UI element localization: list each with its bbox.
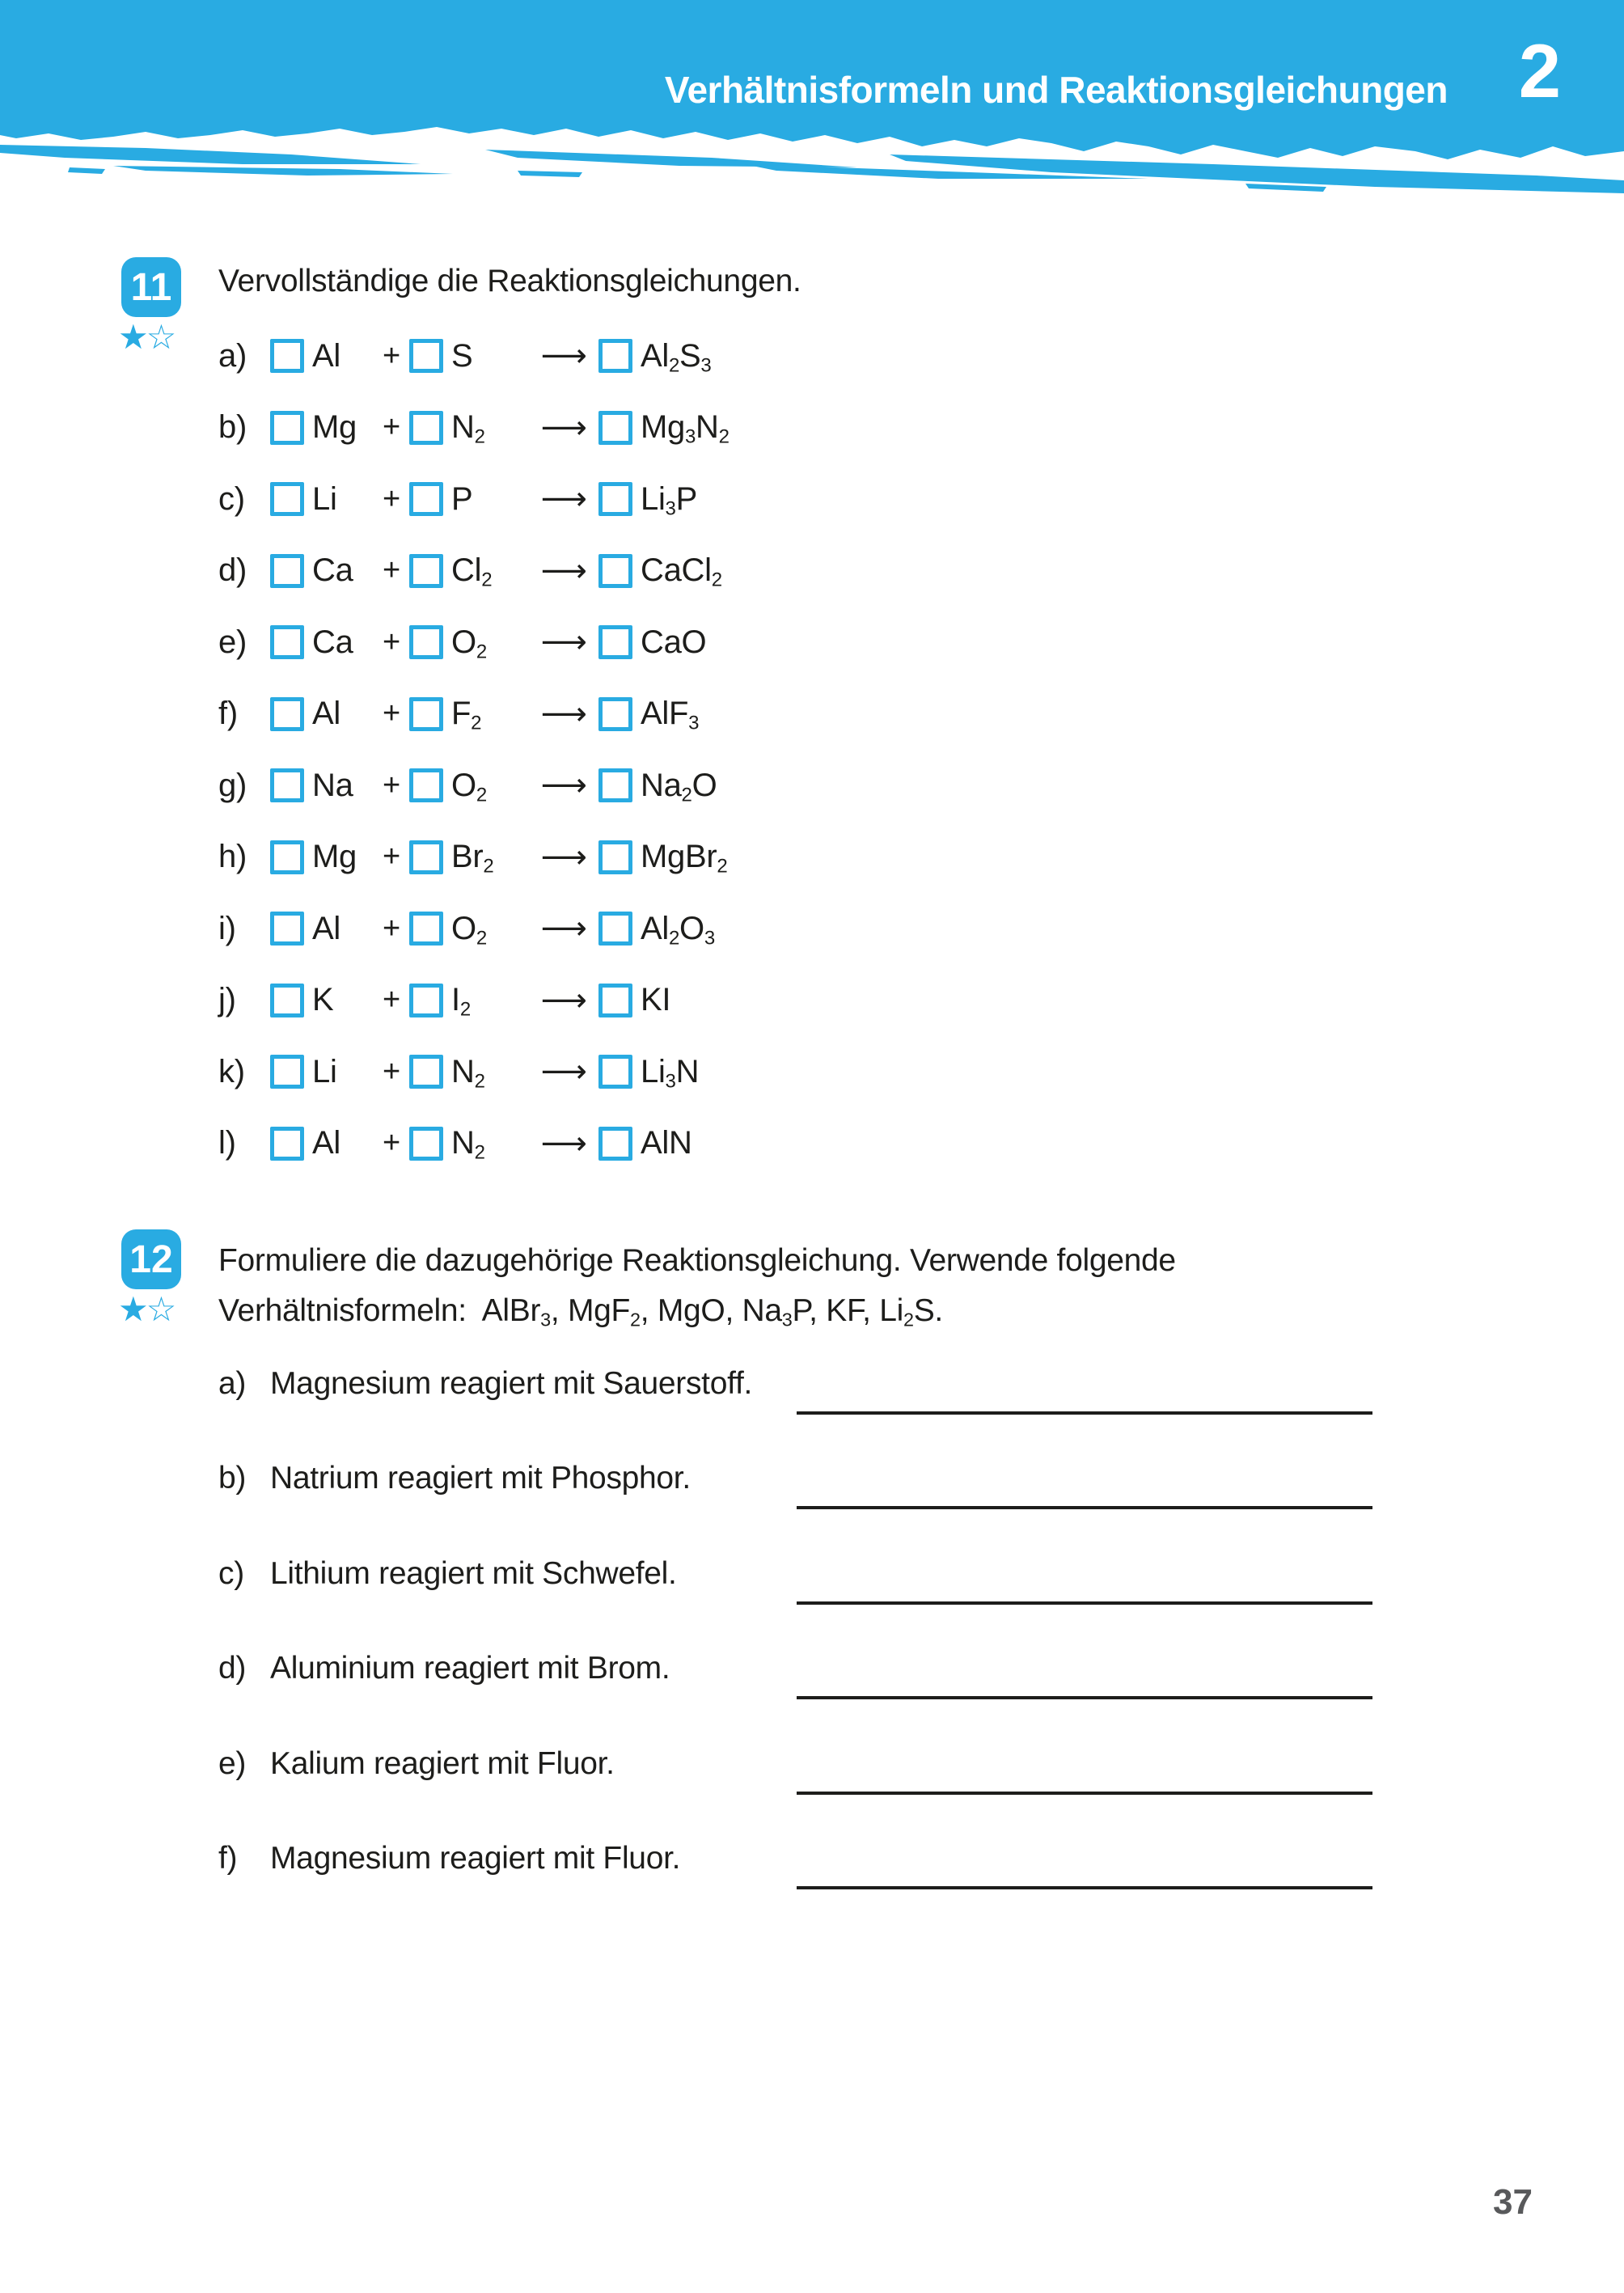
equation-row: [218, 392, 1108, 464]
coefficient-input-box[interactable]: [270, 1055, 304, 1089]
task-item: [218, 1432, 1375, 1527]
reactant-2-formula: P: [451, 480, 473, 517]
coefficient-input-box[interactable]: [270, 840, 304, 874]
equation-row: [218, 607, 1108, 679]
page-number: 37: [1493, 2182, 1533, 2222]
answer-line[interactable]: [797, 1733, 1372, 1795]
plus-sign: +: [383, 768, 400, 802]
reactant-2-formula: $O_2$: [451, 767, 487, 806]
product-formula: MgBr$_2$: [641, 839, 728, 878]
row-label: g): [218, 767, 247, 803]
reactant-1-formula: Al: [312, 1125, 340, 1161]
plus-sign: +: [383, 696, 400, 731]
item-text: Lithium reagiert mit Schwefel.: [270, 1555, 677, 1591]
row-label: a): [218, 337, 247, 374]
coefficient-input-box[interactable]: [409, 984, 443, 1017]
coefficient-input-box[interactable]: [598, 625, 632, 659]
plus-sign: +: [383, 911, 400, 946]
row-label: e): [218, 624, 247, 660]
item-text: Aluminium reagiert mit Brom.: [270, 1651, 670, 1686]
coefficient-input-box[interactable]: [598, 1055, 632, 1089]
equation-row: [218, 679, 1108, 751]
chapter-title: Verhältnisformeln und Reaktionsgleichungen: [664, 69, 1448, 111]
row-label: l): [218, 1125, 236, 1161]
coefficient-input-box[interactable]: [270, 768, 304, 802]
reaction-arrow-icon: ⟶: [540, 695, 587, 733]
coefficient-input-box[interactable]: [598, 768, 632, 802]
reaction-arrow-icon: ⟶: [540, 1053, 587, 1091]
equation-row: [218, 463, 1108, 535]
reactant-1-formula: Ca: [312, 624, 353, 660]
plus-sign: +: [383, 553, 400, 588]
row-label: h): [218, 839, 247, 875]
reactant-2-formula: $N_2$: [451, 1125, 485, 1164]
equation-row: [218, 535, 1108, 607]
product-formula: $Li_3N$: [641, 1053, 700, 1093]
reactant-1-formula: Li: [312, 1053, 337, 1089]
coefficient-input-box[interactable]: [409, 554, 443, 588]
reactant-2-formula: $Cl_2$: [451, 552, 493, 591]
product-formula: CaCl$_2$: [641, 552, 722, 591]
plus-sign: +: [383, 624, 400, 659]
coefficient-input-box[interactable]: [270, 482, 304, 516]
reactant-1-formula: Mg: [312, 839, 357, 875]
task-item: [218, 1526, 1375, 1622]
task-item: [218, 1716, 1375, 1812]
reaction-arrow-icon: ⟶: [540, 910, 587, 948]
equation-row: [218, 822, 1108, 894]
reactant-1-formula: Mg: [312, 409, 357, 446]
coefficient-input-box[interactable]: [598, 482, 632, 516]
coefficient-input-box[interactable]: [598, 697, 632, 731]
product-formula: $Li_3P$: [641, 480, 697, 520]
coefficient-input-box[interactable]: [270, 411, 304, 445]
coefficient-input-box[interactable]: [409, 1055, 443, 1089]
coefficient-input-box[interactable]: [270, 1127, 304, 1161]
coefficient-input-box[interactable]: [409, 912, 443, 946]
coefficient-input-box[interactable]: [598, 339, 632, 373]
answer-line[interactable]: [797, 1543, 1372, 1605]
reaction-arrow-icon: ⟶: [540, 624, 587, 662]
task-item-list: [218, 1336, 1375, 1906]
instruction-line-2: Verhältnisformeln: AlBr$_3$, MgF$_2$, MgO, $Na_3P$, KF, $Li_2S$.: [218, 1293, 943, 1331]
task-item: [218, 1812, 1375, 1907]
equation-row: [218, 1108, 1108, 1180]
equation-row: [218, 320, 1108, 392]
coefficient-input-box[interactable]: [598, 912, 632, 946]
coefficient-input-box[interactable]: [270, 697, 304, 731]
reactant-2-formula: $Br_2$: [451, 839, 494, 878]
answer-line[interactable]: [797, 1828, 1372, 1889]
coefficient-input-box[interactable]: [598, 554, 632, 588]
item-text: Kalium reagiert mit Fluor.: [270, 1745, 615, 1781]
task-item: [218, 1622, 1375, 1717]
reactant-2-formula: $N_2$: [451, 1053, 485, 1093]
row-label: i): [218, 910, 236, 946]
item-label: e): [218, 1745, 247, 1781]
task-item: [218, 1336, 1375, 1432]
exercise-12-badge: [121, 1229, 181, 1289]
row-label: k): [218, 1053, 245, 1089]
row-label: b): [218, 409, 247, 446]
reactant-1-formula: Al: [312, 910, 340, 946]
reaction-arrow-icon: ⟶: [540, 552, 587, 590]
product-formula: $Na_2O$: [641, 767, 717, 806]
item-label: a): [218, 1365, 247, 1401]
reactant-1-formula: Li: [312, 480, 337, 517]
coefficient-input-box[interactable]: [409, 697, 443, 731]
plus-sign: +: [383, 481, 400, 516]
coefficient-input-box[interactable]: [409, 482, 443, 516]
row-label: c): [218, 480, 245, 517]
coefficient-input-box[interactable]: [409, 768, 443, 802]
reaction-arrow-icon: ⟶: [540, 767, 587, 805]
item-text: Magnesium reagiert mit Fluor.: [270, 1841, 681, 1876]
reactant-2-formula: S: [451, 337, 473, 374]
coefficient-input-box[interactable]: [598, 411, 632, 445]
coefficient-input-box[interactable]: [598, 1127, 632, 1161]
reactant-1-formula: Al: [312, 337, 340, 374]
coefficient-input-box[interactable]: [270, 339, 304, 373]
chapter-header-band: [0, 0, 1624, 121]
instruction-line-1: Formuliere die dazugehörige Reaktionsgleichung. Verwende folgende: [218, 1243, 1176, 1278]
equation-list: [218, 320, 1108, 1179]
coefficient-input-box[interactable]: [409, 411, 443, 445]
plus-sign: +: [383, 338, 400, 373]
reaction-arrow-icon: ⟶: [540, 480, 587, 518]
reaction-arrow-icon: ⟶: [540, 1124, 587, 1162]
product-formula: CaO: [641, 624, 707, 660]
coefficient-input-box[interactable]: [598, 840, 632, 874]
product-formula: $Al_2S_3$: [641, 337, 712, 377]
reaction-arrow-icon: ⟶: [540, 838, 587, 876]
reactant-2-formula: $O_2$: [451, 624, 487, 663]
equation-row: [218, 750, 1108, 822]
equation-row: [218, 893, 1108, 965]
reactant-2-formula: $O_2$: [451, 910, 487, 950]
plus-sign: +: [383, 840, 400, 874]
reactant-1-formula: Al: [312, 696, 340, 732]
product-formula: AlF$_3$: [641, 696, 700, 734]
exercise-12-instruction: [218, 1236, 1176, 1336]
item-label: b): [218, 1461, 247, 1496]
coefficient-input-box[interactable]: [270, 984, 304, 1017]
product-formula: $Al_2O_3$: [641, 910, 715, 950]
difficulty-stars-icon: ★☆: [118, 1289, 175, 1329]
item-label: d): [218, 1651, 247, 1686]
exercise-11-badge: [121, 257, 181, 317]
difficulty-stars-icon: ★☆: [118, 317, 175, 357]
coefficient-input-box[interactable]: [409, 1127, 443, 1161]
row-label: d): [218, 552, 247, 589]
reactant-1-formula: K: [312, 982, 334, 1018]
reaction-arrow-icon: ⟶: [540, 408, 587, 446]
reactant-1-formula: Na: [312, 767, 353, 803]
equation-row: [218, 1036, 1108, 1108]
product-formula: KI: [641, 982, 671, 1018]
row-label: j): [218, 982, 236, 1018]
reactant-2-formula: $I_2$: [451, 982, 471, 1021]
reaction-arrow-icon: ⟶: [540, 981, 587, 1019]
coefficient-input-box[interactable]: [270, 625, 304, 659]
exercise-11-instruction: Vervollständige die Reaktionsgleichungen.: [218, 264, 801, 298]
product-formula: $Mg_3N_2$: [641, 409, 730, 448]
coefficient-input-box[interactable]: [409, 625, 443, 659]
coefficient-input-box[interactable]: [270, 554, 304, 588]
reactant-2-formula: $N_2$: [451, 409, 485, 448]
answer-line[interactable]: [797, 1353, 1372, 1415]
item-text: Natrium reagiert mit Phosphor.: [270, 1461, 691, 1496]
item-label: c): [218, 1555, 244, 1591]
row-label: f): [218, 696, 238, 732]
item-text: Magnesium reagiert mit Sauerstoff.: [270, 1365, 753, 1401]
coefficient-input-box[interactable]: [598, 984, 632, 1017]
chapter-number: 2: [1518, 28, 1561, 113]
coefficient-input-box[interactable]: [409, 339, 443, 373]
coefficient-input-box[interactable]: [409, 840, 443, 874]
answer-line[interactable]: [797, 1448, 1372, 1509]
product-formula: AlN: [641, 1125, 692, 1161]
plus-sign: +: [383, 983, 400, 1017]
exercise-11-number: 11: [130, 265, 172, 309]
equation-row: [218, 965, 1108, 1037]
exercise-12-number: 12: [129, 1237, 173, 1281]
plus-sign: +: [383, 410, 400, 445]
answer-line[interactable]: [797, 1638, 1372, 1699]
reactant-1-formula: Ca: [312, 552, 353, 589]
reaction-arrow-icon: ⟶: [540, 337, 587, 375]
plus-sign: +: [383, 1126, 400, 1161]
reactant-2-formula: $F_2$: [451, 696, 482, 734]
header-brush-texture: [0, 121, 1624, 193]
item-label: f): [218, 1841, 238, 1876]
plus-sign: +: [383, 1054, 400, 1089]
coefficient-input-box[interactable]: [270, 912, 304, 946]
